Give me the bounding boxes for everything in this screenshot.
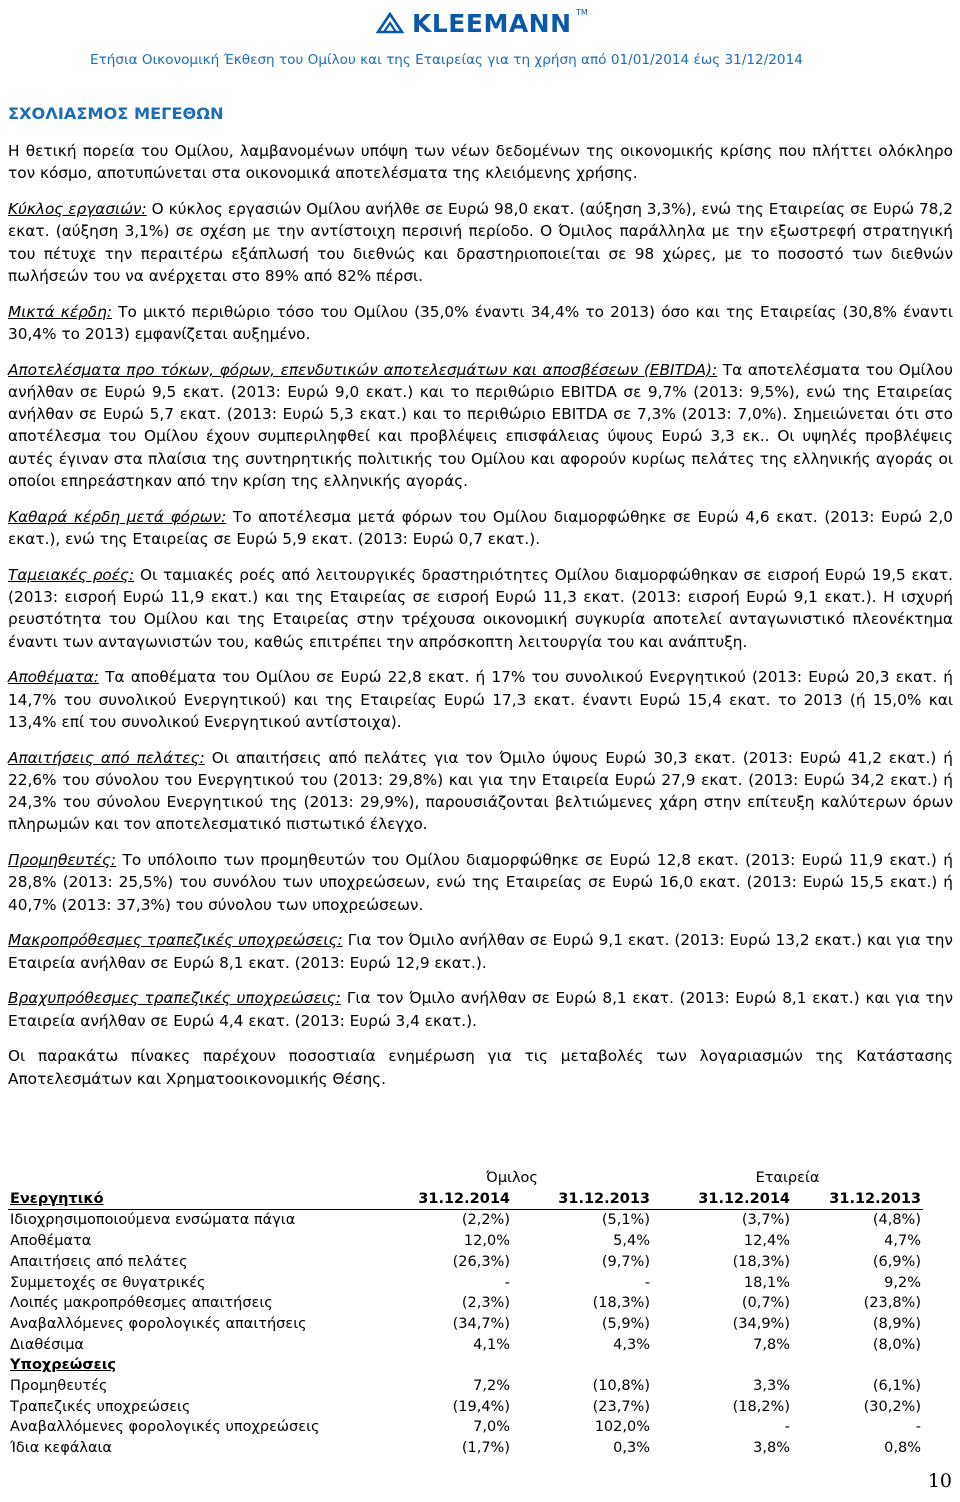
table-cell: - <box>504 1274 510 1291</box>
table-cell: 0,8% <box>884 1440 921 1457</box>
section-assets: Ενεργητικό <box>8 1189 372 1210</box>
table-cell: (3,7%) <box>741 1212 790 1229</box>
row-label: Λοιπές μακροπρόθεσμες απαιτήσεις <box>10 1295 273 1312</box>
table-cell: (18,2%) <box>732 1398 790 1415</box>
paragraph-text: Οι απαιτήσεις από πελάτες για τον Όμιλο ύψους Ευρώ 30,3 εκατ. (2013: Ευρώ 41,2 εκατ.) ή 22,6% του σύνολου του Ενεργητικού του (2013: 29,8%) και για την Εταιρεία Ευρώ 27,9 εκατ. (2013: Ευρώ 34,2 εκατ.) ή 24,3% του σύνολου Ενεργητικού της (2013: 29,9%), παρουσιάζονται βελτιώμενες χάρη στην επίτευξη καλύτερων όρων πληρωμών και τον αποτελεσματικό πιστωτικό έλεγχο. <box>8 748 953 834</box>
table-cell: 9,2% <box>884 1274 921 1291</box>
row-label: Αποθέματα <box>10 1233 92 1250</box>
paragraph-text: Για τον Όμιλο ανήλθαν σε Ευρώ 8,1 εκατ. (2013: Ευρώ 8,1 εκατ.) και για την Εταιρεία ανήλθαν σε Ευρώ 4,4 εκατ. (2013: Ευρώ 3,4 εκατ.). <box>8 989 953 1030</box>
paragraph-label: Αποτελέσματα προ τόκων, φόρων, επενδυτικών αποτελεσμάτων και αποσβέσεων (EBITDA): <box>8 360 718 379</box>
table-cell: (5,9%) <box>601 1315 650 1332</box>
table-cell: (23,7%) <box>592 1398 650 1415</box>
table-cell: (8,9%) <box>872 1315 921 1332</box>
column-header: 31.12.2013 <box>512 1189 652 1210</box>
column-header: 31.12.2014 <box>372 1189 512 1210</box>
table-cell: 102,0% <box>594 1419 650 1436</box>
paragraph <box>8 929 953 974</box>
table-cell: 18,1% <box>743 1274 790 1291</box>
paragraph-label: Βραχυπρόθεσμες τραπεζικές υποχρεώσεις: <box>8 989 342 1008</box>
table-cell: 3,3% <box>753 1378 790 1395</box>
paragraph <box>8 1045 953 1090</box>
paragraph <box>8 301 953 346</box>
table-cell: (18,3%) <box>732 1253 790 1270</box>
table-cell: - <box>784 1419 790 1436</box>
table-cell: 12,0% <box>463 1233 510 1250</box>
table-cell: (2,2%) <box>461 1212 510 1229</box>
row-label: Ιδιοχρησιμοποιούμενα ενσώματα πάγια <box>10 1212 296 1229</box>
ratios-table <box>8 1168 923 1459</box>
table-cell: (30,2%) <box>863 1398 921 1415</box>
company-logo <box>372 8 588 38</box>
row-label: Συμμετοχές σε θυγατρικές <box>10 1274 206 1291</box>
paragraph-text: Τα αποτελέσματα του Ομίλου ανήλθαν σε Ευρώ 9,5 εκατ. (2013: Ευρώ 9,0 εκατ.) και το περιθώριο EBITDA σε 9,7% (2013: 9,5%), ενώ της Εταιρείας ανήλθαν σε Ευρώ 5,7 εκατ. (2013: Ευρώ 5,3 εκατ.) και το περιθώριο EBITDA σε 7,3% (2013: 7,0%). Σημειώνεται ότι στο αποτέλεσμα του Ομίλου έχουν συμπεριληφθεί και προβλέψεις επισφάλειας ύψους Ευρώ 3,3 εκ.. Οι υψηλές προβλέψεις αυτές έγιναν στα πλαίσια της συντηρητικής πολιτικής του Ομίλου και αφορούν κυρίως πελάτες της ελληνικής αγοράς οι οποίοι επηρεάστηκαν από την κρίση της ελληνικής αγοράς. <box>8 360 953 491</box>
table-cell: 12,4% <box>743 1233 790 1250</box>
table-cell: 7,2% <box>473 1378 510 1395</box>
table-cell: 7,8% <box>753 1336 790 1353</box>
table-row <box>8 1438 923 1459</box>
table-row <box>8 1293 923 1314</box>
group-header-group: Όμιλος <box>486 1170 538 1186</box>
table-cell: 4,1% <box>473 1336 510 1353</box>
paragraph-label: Κύκλος εργασιών: <box>8 199 147 218</box>
section-row <box>8 1355 923 1376</box>
section-liabilities: Υποχρεώσεις <box>10 1357 116 1374</box>
table-row <box>8 1273 923 1294</box>
column-header: 31.12.2014 <box>652 1189 792 1210</box>
paragraph-label: Προμηθευτές: <box>8 851 117 870</box>
table-row <box>8 1335 923 1356</box>
row-label: Τραπεζικές υποχρεώσεις <box>10 1398 191 1415</box>
row-label: Αναβαλλόμενες φορολογικές απαιτήσεις <box>10 1315 307 1332</box>
paragraph <box>8 198 953 287</box>
paragraph-text: Οι ταμιακές ροές από λειτουργικές δραστηριότητες Ομίλου διαμορφώθηκαν σε εισροή Ευρώ 19,5 εκατ. (2013: εισροή Ευρώ 11,9 εκατ.) και της Εταιρείας σε εισροή Ευρώ 11,3 εκατ. (2013: εισροή Ευρώ 9,1 εκατ.). Η ισχυρή ρευστότητα του Ομίλου και της Εταιρείας στην τρέχουσα οικονομική συγκυρία αποτελεί ανταγωνιστικό πλεονέκτημα έναντι των ανταγωνιστών του, καθώς επιτρέπει την απρόσκοπτη λειτουργία του και ανάπτυξη. <box>8 565 953 651</box>
column-header: 31.12.2013 <box>792 1189 923 1210</box>
table-cell: (18,3%) <box>592 1295 650 1312</box>
commentary-body <box>8 140 953 1103</box>
paragraph-text: Ο κύκλος εργασιών Ομίλου ανήλθε σε Ευρώ 98,0 εκατ. (αύξηση 3,3%), ενώ της Εταιρείας σε Ευρώ 78,2 εκατ. (αύξηση 3,1%) σε σχέση με την αντίστοιχη περσινή περίοδο. Ο Όμιλος παράλληλα με την εξωστρεφή στρατηγική του πέτυχε την περαιτέρω εξάπλωσή του διεθνώς και δραστηριοποιείται σε 98 χώρες, με το ποσοστό των διεθνών πωλήσεών του να ανέρχεται στο 89% από 82% πέρσι. <box>8 199 953 285</box>
table-cell: 0,3% <box>613 1440 650 1457</box>
paragraph <box>8 747 953 836</box>
group-header-row <box>8 1168 923 1189</box>
table-cell: (34,7%) <box>452 1315 510 1332</box>
table-cell: (1,7%) <box>461 1440 510 1457</box>
table-cell: (6,1%) <box>872 1378 921 1395</box>
row-label: Αναβαλλόμενες φορολογικές υποχρεώσεις <box>10 1419 320 1436</box>
paragraph <box>8 564 953 653</box>
page-number: 10 <box>927 1470 952 1492</box>
table-cell: (4,8%) <box>872 1212 921 1229</box>
table-cell: - <box>644 1274 650 1291</box>
row-label: Απαιτήσεις από πελάτες <box>10 1253 188 1270</box>
paragraph <box>8 987 953 1032</box>
paragraph-label: Αποθέματα: <box>8 668 99 687</box>
table-row <box>8 1210 923 1231</box>
table-row <box>8 1417 923 1438</box>
table-row <box>8 1397 923 1418</box>
table-cell: (9,7%) <box>601 1253 650 1270</box>
table-cell: (0,7%) <box>741 1295 790 1312</box>
table-cell: (6,9%) <box>872 1253 921 1270</box>
table-cell: (23,8%) <box>863 1295 921 1312</box>
report-title: Ετήσια Οικονομική Έκθεση του Ομίλου και της Εταιρείας για τη χρήση από 01/01/2014 έως 31/12/2014 <box>90 52 803 68</box>
logo-trademark: TM <box>576 8 588 17</box>
paragraph-text: Η θετική πορεία του Ομίλου, λαμβανομένων υπόψη των νέων δεδομένων της οικονομικής κρίσης που πλήττει ολόκληρο τον κόσμο, αποτυπώνεται στα οικονομικά αποτελέσματα της κλειόμενης χρήσης. <box>8 142 953 183</box>
table-cell: 4,3% <box>613 1336 650 1353</box>
table-row <box>8 1376 923 1397</box>
table-cell: 5,4% <box>613 1233 650 1250</box>
table-cell: - <box>915 1419 921 1436</box>
group-header-company: Εταιρεία <box>755 1170 820 1186</box>
table-cell: 4,7% <box>884 1233 921 1250</box>
column-header-row <box>8 1189 923 1210</box>
paragraph-text: Το μικτό περιθώριο τόσο του Ομίλου (35,0% έναντι 34,4% το 2013) όσο και της Εταιρείας (30,8% έναντι 30,4% το 2013) εμφανίζεται αυξημένο. <box>8 302 953 343</box>
row-label: Ίδια κεφάλαια <box>10 1440 112 1457</box>
paragraph-text: Για τον Όμιλο ανήλθαν σε Ευρώ 9,1 εκατ. (2013: Ευρώ 13,2 εκατ.) και για την Εταιρεία ανήλθαν σε Ευρώ 8,1 εκατ. (2013: Ευρώ 12,9 εκατ.). <box>8 931 953 972</box>
paragraph <box>8 506 953 551</box>
logo-wordmark: KLEEMANN <box>412 9 572 38</box>
paragraph <box>8 666 953 733</box>
table-cell: (34,9%) <box>732 1315 790 1332</box>
paragraph-label: Ταμειακές ροές: <box>8 565 135 584</box>
table-cell: (8,0%) <box>872 1336 921 1353</box>
paragraph <box>8 140 953 185</box>
paragraph-text: Το αποτέλεσμα μετά φόρων του Ομίλου διαμορφώθηκε σε Ευρώ 4,6 εκατ. (2013: Ευρώ 2,0 εκατ.), ενώ της Εταιρείας σε Ευρώ 5,9 εκατ. (2013: Ευρώ 0,7 εκατ.). <box>8 507 953 549</box>
table-cell: (2,3%) <box>461 1295 510 1312</box>
table-cell: (26,3%) <box>452 1253 510 1270</box>
paragraph-label: Μακροπρόθεσμες τραπεζικές υποχρεώσεις: <box>8 931 343 950</box>
section-heading: ΣΧΟΛΙΑΣΜΟΣ ΜΕΓΕΘΩΝ <box>8 104 224 123</box>
table-cell: (5,1%) <box>601 1212 650 1229</box>
table-row <box>8 1252 923 1273</box>
paragraph-text: Οι παρακάτω πίνακες παρέχουν ποσοστιαία ενημέρωση για τις μεταβολές των λογαριασμών της Κατάστασης Αποτελεσμάτων και Χρηματοοικονομικής Θέσης. <box>8 1047 953 1088</box>
paragraph-text: Τα αποθέματα του Ομίλου σε Ευρώ 22,8 εκατ. ή 17% του συνολικού Ενεργητικού (2013: Ευρώ 20,3 εκατ. ή 14,7% του συνολικού Ενεργητικού) και της Εταιρείας Ευρώ 17,3 εκατ. έναντι Ευρώ 15,4 εκατ. το 2013 (ή 15,0% και 13,4% επί του συνολικού Ενεργητικού αντίστοιχα). <box>8 668 953 731</box>
paragraph-text: Το υπόλοιπο των προμηθευτών του Ομίλου διαμορφώθηκε σε Ευρώ 12,8 εκατ. (2013: Ευρώ 11,9 εκατ.) ή 28,8% (2013: 25,5%) του συνόλου των υποχρεώσεων, ενώ της Εταιρείας σε Ευρώ 16,0 εκατ. (2013: Ευρώ 15,5 εκατ.) ή 40,7% (2013: 37,3%) του σύνολου των υποχρεώσεων. <box>8 851 953 914</box>
paragraph <box>8 359 953 493</box>
table-row <box>8 1231 923 1252</box>
table-row <box>8 1314 923 1335</box>
paragraph <box>8 849 953 916</box>
table-cell: 3,8% <box>753 1440 790 1457</box>
table-cell: (19,4%) <box>452 1398 510 1415</box>
table-cell: 7,0% <box>473 1419 510 1436</box>
paragraph-label: Απαιτήσεις από πελάτες: <box>8 748 205 767</box>
row-label: Προμηθευτές <box>10 1378 108 1395</box>
paragraph-label: Καθαρά κέρδη μετά φόρων: <box>8 507 227 526</box>
table-cell: (10,8%) <box>592 1378 650 1395</box>
kleemann-logo-icon <box>376 12 404 34</box>
row-label: Διαθέσιμα <box>10 1336 84 1353</box>
paragraph-label: Μικτά κέρδη: <box>8 302 113 321</box>
